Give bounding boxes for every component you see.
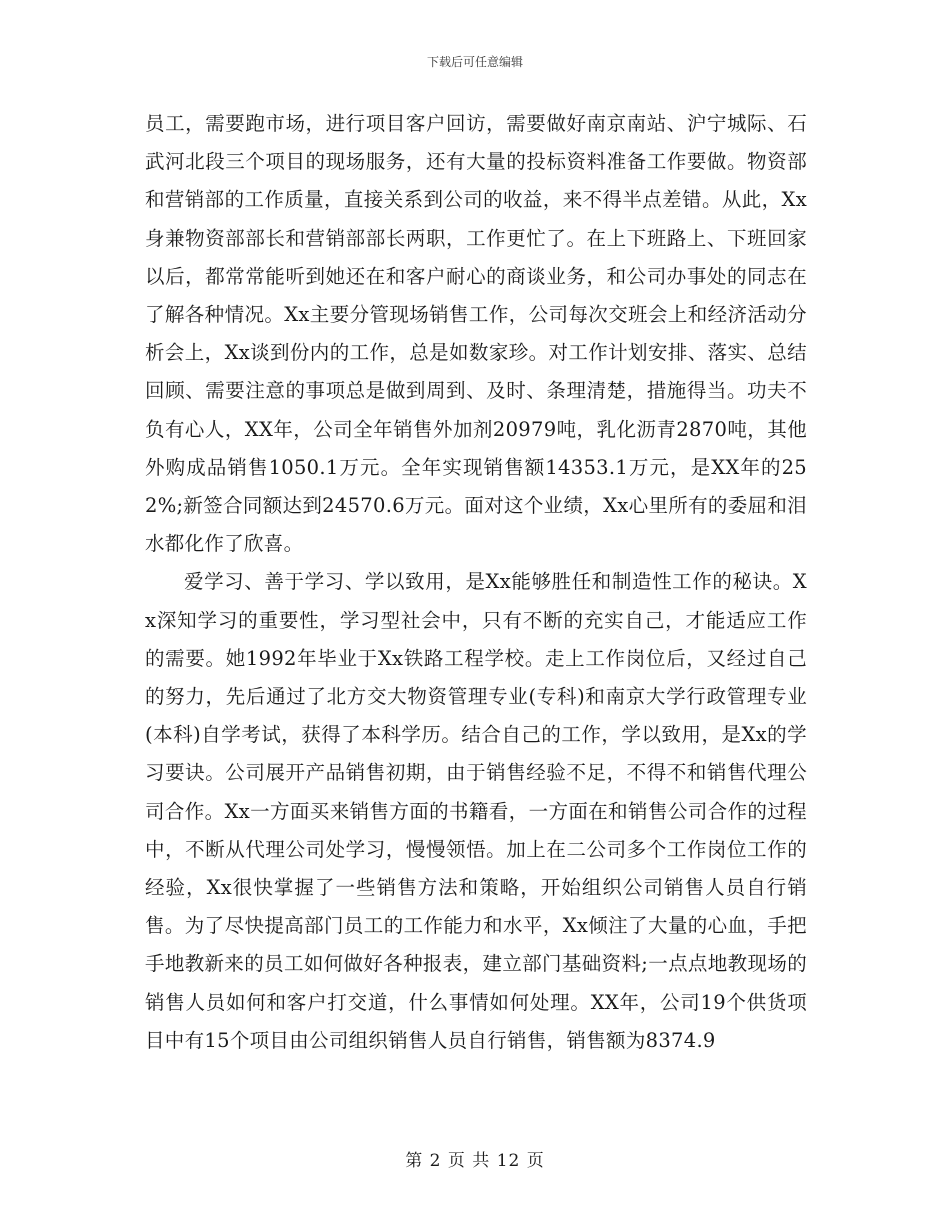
document-body: [145, 105, 807, 1060]
page-number-footer: 第 2 页 共 12 页: [405, 1151, 545, 1171]
paragraph-study: 爱学习、善于学习、学以致用，是Xx能够胜任和制造性工作的秘诀。Xx深知学习的重要性，学习型社会中，只有不断的充实自己，才能适应工作的需要。她1992年毕业于Xx铁路工程学校。走上工作岗位后，又经过自己的努力，先后通过了北方交大物资管理专业(专科)和南京大学行政管理专业(本科)自学考试，获得了本科学历。结合自己的工作，学以致用，是Xx的学习要诀。公司展开产品销售初期，由于销售经验不足，不得不和销售代理公司合作。Xx一方面买来销售方面的书籍看，一方面在和销售公司合作的过程中，不断从代理公司处学习，慢慢领悟。加上在二公司多个工作岗位工作的经验，Xx很快掌握了一些销售方法和策略，开始组织公司销售人员自行销售。为了尽快提高部门员工的工作能力和水平，Xx倾注了大量的心血，手把手地教新来的员工如何做好各种报表，建立部门基础资料;一点点地教现场的销售人员如何和客户打交道，什么事情如何处理。XX年，公司19个供货项目中有15个项目由公司组织销售人员自行销售，销售额为8374.9: [145, 570, 807, 1052]
page-header: 下载后可任意编辑: [426, 55, 523, 69]
paragraph-continued: 员工，需要跑市场，进行项目客户回访，需要做好南京南站、沪宁城际、石武河北段三个项目的现场服务，还有大量的投标资料准备工作要做。物资部和营销部的工作质量，直接关系到公司的收益，来不得半点差错。从此，Xx身兼物资部部长和营销部部长两职，工作更忙了。在上下班路上、下班回家以后，都常常能听到她还在和客户耐心的商谈业务，和公司办事处的同志在了解各种情况。Xx主要分管现场销售工作，公司每次交班会上和经济活动分析会上，Xx谈到份内的工作，总是如数家珍。对工作计划安排、落实、总结回顾、需要注意的事项总是做到周到、及时、条理清楚，措施得当。功夫不负有心人，XX年，公司全年销售外加剂20979吨，乳化沥青2870吨，其他外购成品销售1050.1万元。全年实现销售额14353.1万元，是XX年的252%;新签合同额达到24570.6万元。面对这个业绩，Xx心里所有的委屈和泪水都化作了欣喜。: [145, 112, 807, 556]
